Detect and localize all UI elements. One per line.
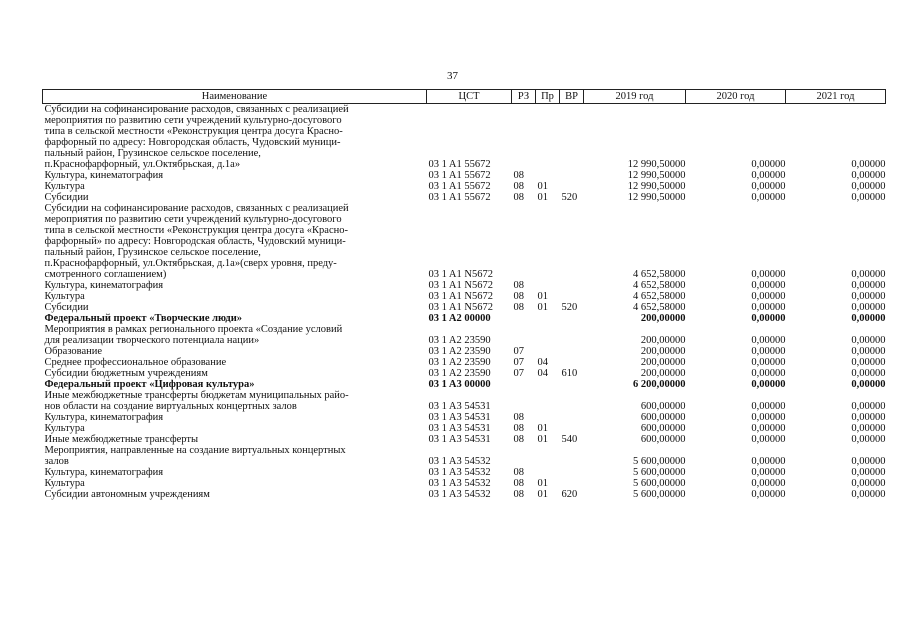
cell-name: Образование: [44, 346, 103, 357]
cell-vr: [560, 104, 584, 171]
cell-vr: [560, 467, 584, 478]
cell-2021: 0,00000: [851, 291, 886, 302]
cell-2020: 0,00000: [751, 291, 786, 302]
cell-2020: 0,00000: [751, 269, 786, 280]
table-row: [43, 423, 886, 434]
cell-cst: 03 1 A3 54532: [428, 478, 491, 489]
cell-rz: 08: [513, 423, 524, 434]
cell-vr: [560, 478, 584, 489]
cell-2019: 600,00000: [640, 401, 686, 412]
cell-name: Культура: [44, 423, 85, 434]
table-row: [43, 357, 886, 368]
cell-2020: 0,00000: [751, 357, 786, 368]
cell-2021: 0,00000: [851, 478, 886, 489]
cell-name: Культура, кинематография: [44, 280, 164, 291]
header-2021: 2021 год: [786, 90, 886, 104]
cell-name: Культура: [44, 181, 85, 192]
cell-cst: 03 1 A3 54532: [428, 467, 491, 478]
cell-name: Федеральный проект «Творческие люди»: [44, 313, 243, 324]
table-row: [43, 368, 886, 379]
cell-cst: 03 1 A3 54532: [428, 456, 491, 467]
cell-2020: 0,00000: [751, 302, 786, 313]
cell-2020: 0,00000: [751, 159, 786, 170]
cell-2019: 12 990,50000: [627, 159, 686, 170]
cell-name: Федеральный проект «Цифровая культура»: [44, 379, 255, 390]
header-2020: 2020 год: [686, 90, 786, 104]
cell-2020: 0,00000: [751, 412, 786, 423]
cell-rz: [512, 379, 536, 390]
cell-vr: 610: [561, 368, 578, 379]
header-rz: РЗ: [512, 90, 536, 104]
cell-rz: 08: [513, 170, 524, 181]
cell-2019: 200,00000: [640, 313, 686, 324]
table-row: [43, 302, 886, 313]
cell-2019: 600,00000: [640, 423, 686, 434]
cell-2019: 200,00000: [640, 335, 686, 346]
cell-name: Субсидии бюджетным учреждениям: [44, 368, 208, 379]
cell-cst: 03 1 A2 23590: [428, 368, 491, 379]
cell-2020: 0,00000: [751, 181, 786, 192]
cell-2020: 0,00000: [751, 401, 786, 412]
cell-2021: 0,00000: [851, 346, 886, 357]
cell-pr: 04: [537, 357, 548, 368]
cell-2020: 0,00000: [751, 368, 786, 379]
cell-2019: 12 990,50000: [627, 170, 686, 181]
cell-rz: [512, 324, 536, 346]
cell-2020: 0,00000: [751, 434, 786, 445]
cell-cst: 03 1 A2 23590: [428, 335, 491, 346]
cell-2020: 0,00000: [751, 379, 786, 390]
cell-2019: 600,00000: [640, 412, 686, 423]
cell-name: Культура: [44, 478, 85, 489]
cell-2020: 0,00000: [751, 346, 786, 357]
cell-rz: 08: [513, 181, 524, 192]
cell-pr: [536, 346, 560, 357]
cell-2020: 0,00000: [751, 280, 786, 291]
cell-2021: 0,00000: [851, 181, 886, 192]
cell-rz: [512, 445, 536, 467]
table-row: [43, 346, 886, 357]
cell-cst: 03 1 A1 55672: [428, 170, 491, 181]
cell-rz: 08: [513, 478, 524, 489]
cell-vr: 620: [561, 489, 578, 500]
cell-pr: [536, 390, 560, 412]
cell-2021: 0,00000: [851, 170, 886, 181]
cell-2019: 4 652,58000: [633, 302, 686, 313]
cell-pr: [536, 445, 560, 467]
cell-name: Культура: [44, 291, 85, 302]
header-name: Наименование: [43, 90, 427, 104]
cell-pr: [536, 280, 560, 291]
cell-2019: 4 652,58000: [633, 269, 686, 280]
cell-2021: 0,00000: [851, 159, 886, 170]
cell-vr: [560, 357, 584, 368]
cell-name: Культура, кинематография: [44, 170, 164, 181]
cell-2021: 0,00000: [851, 401, 886, 412]
cell-cst: 03 1 A1 55672: [428, 181, 491, 192]
cell-cst: 03 1 A3 54532: [428, 489, 491, 500]
cell-2020: 0,00000: [751, 192, 786, 203]
cell-cst: 03 1 A3 54531: [428, 423, 491, 434]
cell-vr: [560, 445, 584, 467]
cell-rz: 08: [513, 467, 524, 478]
cell-cst: 03 1 A1 N5672: [428, 291, 493, 302]
cell-2021: 0,00000: [851, 335, 886, 346]
cell-vr: 520: [561, 192, 578, 203]
cell-pr: [536, 104, 560, 171]
table-row: [43, 203, 886, 280]
cell-pr: 01: [537, 423, 548, 434]
table-row: [43, 181, 886, 192]
cell-rz: 08: [513, 280, 524, 291]
cell-name: Мероприятия в рамках регионального проекта «Создание условий для реализации творческого потенциала нации»: [44, 324, 343, 346]
table-row: [43, 412, 886, 423]
cell-2019: 12 990,50000: [627, 192, 686, 203]
header-vr: ВР: [560, 90, 584, 104]
cell-rz: 08: [513, 412, 524, 423]
cell-name: Мероприятия, направленные на создание виртуальных концертных залов: [44, 445, 346, 467]
cell-vr: [560, 390, 584, 412]
cell-2021: 0,00000: [851, 269, 886, 280]
cell-pr: [536, 467, 560, 478]
table-row: [43, 313, 886, 324]
table-row: [43, 104, 886, 171]
cell-pr: 01: [537, 434, 548, 445]
cell-pr: [536, 203, 560, 280]
cell-vr: [560, 412, 584, 423]
table-body: [43, 104, 886, 501]
cell-cst: 03 1 A2 23590: [428, 346, 491, 357]
cell-2021: 0,00000: [851, 192, 886, 203]
cell-cst: 03 1 A3 54531: [428, 434, 491, 445]
cell-rz: [512, 313, 536, 324]
cell-cst: 03 1 A1 N5672: [428, 280, 493, 291]
cell-rz: [512, 203, 536, 280]
header-2019: 2019 год: [584, 90, 686, 104]
cell-name: Иные межбюджетные трансферты: [44, 434, 199, 445]
cell-pr: 01: [537, 302, 548, 313]
table-row: [43, 192, 886, 203]
table-row: [43, 379, 886, 390]
cell-2021: 0,00000: [851, 313, 886, 324]
table-row: [43, 478, 886, 489]
cell-rz: 07: [513, 357, 524, 368]
cell-vr: [560, 170, 584, 181]
cell-pr: [536, 379, 560, 390]
table-row: [43, 489, 886, 500]
cell-vr: [560, 280, 584, 291]
cell-rz: 08: [513, 434, 524, 445]
cell-pr: [536, 313, 560, 324]
cell-2021: 0,00000: [851, 368, 886, 379]
cell-rz: 08: [513, 489, 524, 500]
cell-pr: 01: [537, 489, 548, 500]
cell-vr: [560, 291, 584, 302]
cell-rz: 08: [513, 192, 524, 203]
cell-vr: [560, 181, 584, 192]
cell-2019: 200,00000: [640, 357, 686, 368]
cell-2019: 5 600,00000: [633, 489, 686, 500]
cell-cst: 03 1 A2 23590: [428, 357, 491, 368]
cell-vr: [560, 346, 584, 357]
cell-2019: 5 600,00000: [633, 467, 686, 478]
budget-table: [42, 89, 886, 500]
cell-cst: 03 1 A1 55672: [428, 159, 491, 170]
cell-2021: 0,00000: [851, 379, 886, 390]
cell-cst: 03 1 A1 55672: [428, 192, 491, 203]
cell-vr: [560, 203, 584, 280]
cell-2021: 0,00000: [851, 434, 886, 445]
cell-2019: 200,00000: [640, 346, 686, 357]
table-row: [43, 467, 886, 478]
cell-pr: [536, 324, 560, 346]
cell-name: Субсидии автономным учреждениям: [44, 489, 210, 500]
cell-2020: 0,00000: [751, 467, 786, 478]
cell-vr: [560, 423, 584, 434]
cell-vr: [560, 324, 584, 346]
cell-pr: 01: [537, 181, 548, 192]
cell-cst: 03 1 A3 54531: [428, 401, 491, 412]
table-row: [43, 445, 886, 467]
cell-2021: 0,00000: [851, 456, 886, 467]
cell-2021: 0,00000: [851, 489, 886, 500]
cell-2019: 4 652,58000: [633, 280, 686, 291]
table-row: [43, 291, 886, 302]
cell-2021: 0,00000: [851, 423, 886, 434]
cell-vr: 520: [561, 302, 578, 313]
cell-cst: 03 1 A3 54531: [428, 412, 491, 423]
table-row: [43, 170, 886, 181]
cell-cst: 03 1 A1 N5672: [428, 302, 493, 313]
cell-rz: [512, 390, 536, 412]
cell-name: Субсидии: [44, 302, 89, 313]
table-row: [43, 324, 886, 346]
page-number: 37: [447, 70, 458, 82]
cell-2021: 0,00000: [851, 412, 886, 423]
cell-pr: 01: [537, 291, 548, 302]
cell-2020: 0,00000: [751, 423, 786, 434]
cell-name: Субсидии: [44, 192, 89, 203]
cell-name: Субсидии на софинансирование расходов, связанных с реализацией мероприятия по развитию сети учреждений культурно-досугового типа в сельской местности «Реконструкция центра досуга «Красно- фарфорный» по адресу: Новгородская область, Чудовский муници- пальный район, Грузинское сельское поселение, п.Краснофарфорный, ул.Октябрьская, д.1а»(сверх уровня, преду- смотренного соглашением): [44, 203, 349, 280]
header-cst: ЦСТ: [427, 90, 512, 104]
cell-name: Культура, кинематография: [44, 412, 164, 423]
cell-name: Иные межбюджетные трансферты бюджетам муниципальных райо- нов области на создание виртуальных концертных залов: [44, 390, 349, 412]
cell-2019: 5 600,00000: [633, 456, 686, 467]
cell-2019: 600,00000: [640, 434, 686, 445]
cell-vr: [560, 313, 584, 324]
cell-cst: 03 1 A1 N5672: [428, 269, 493, 280]
table-row: [43, 434, 886, 445]
cell-vr: [560, 379, 584, 390]
cell-rz: 08: [513, 302, 524, 313]
cell-2021: 0,00000: [851, 280, 886, 291]
cell-cst: 03 1 A3 00000: [428, 379, 491, 390]
cell-2021: 0,00000: [851, 357, 886, 368]
cell-2020: 0,00000: [751, 456, 786, 467]
table-header-row: [43, 90, 886, 104]
table-row: [43, 390, 886, 412]
cell-pr: [536, 170, 560, 181]
cell-cst: 03 1 A2 00000: [428, 313, 491, 324]
table-row: [43, 280, 886, 291]
cell-2020: 0,00000: [751, 335, 786, 346]
cell-pr: 01: [537, 478, 548, 489]
cell-rz: 08: [513, 291, 524, 302]
cell-pr: 04: [537, 368, 548, 379]
cell-2021: 0,00000: [851, 467, 886, 478]
cell-name: Культура, кинематография: [44, 467, 164, 478]
cell-rz: [512, 104, 536, 171]
cell-2020: 0,00000: [751, 478, 786, 489]
cell-rz: 07: [513, 368, 524, 379]
cell-2019: 6 200,00000: [633, 379, 686, 390]
cell-pr: 01: [537, 192, 548, 203]
cell-2020: 0,00000: [751, 313, 786, 324]
cell-2019: 200,00000: [640, 368, 686, 379]
cell-name: Среднее профессиональное образование: [44, 357, 227, 368]
header-pr: Пр: [536, 90, 560, 104]
cell-2019: 4 652,58000: [633, 291, 686, 302]
cell-rz: 07: [513, 346, 524, 357]
cell-2019: 5 600,00000: [633, 478, 686, 489]
cell-2021: 0,00000: [851, 302, 886, 313]
cell-pr: [536, 412, 560, 423]
cell-2020: 0,00000: [751, 489, 786, 500]
cell-vr: 540: [561, 434, 578, 445]
cell-name: Субсидии на софинансирование расходов, связанных с реализацией мероприятия по развитию сети учреждений культурно-досугового типа в сельской местности «Реконструкция центра досуга Красно- фарфорный по адресу: Новгородская область, Чудовский муници- пальный район, Грузинское сельское поселение, п.Краснофарфорный, ул.Октябрьская, д.1а»: [44, 104, 349, 170]
cell-2020: 0,00000: [751, 170, 786, 181]
cell-2019: 12 990,50000: [627, 181, 686, 192]
